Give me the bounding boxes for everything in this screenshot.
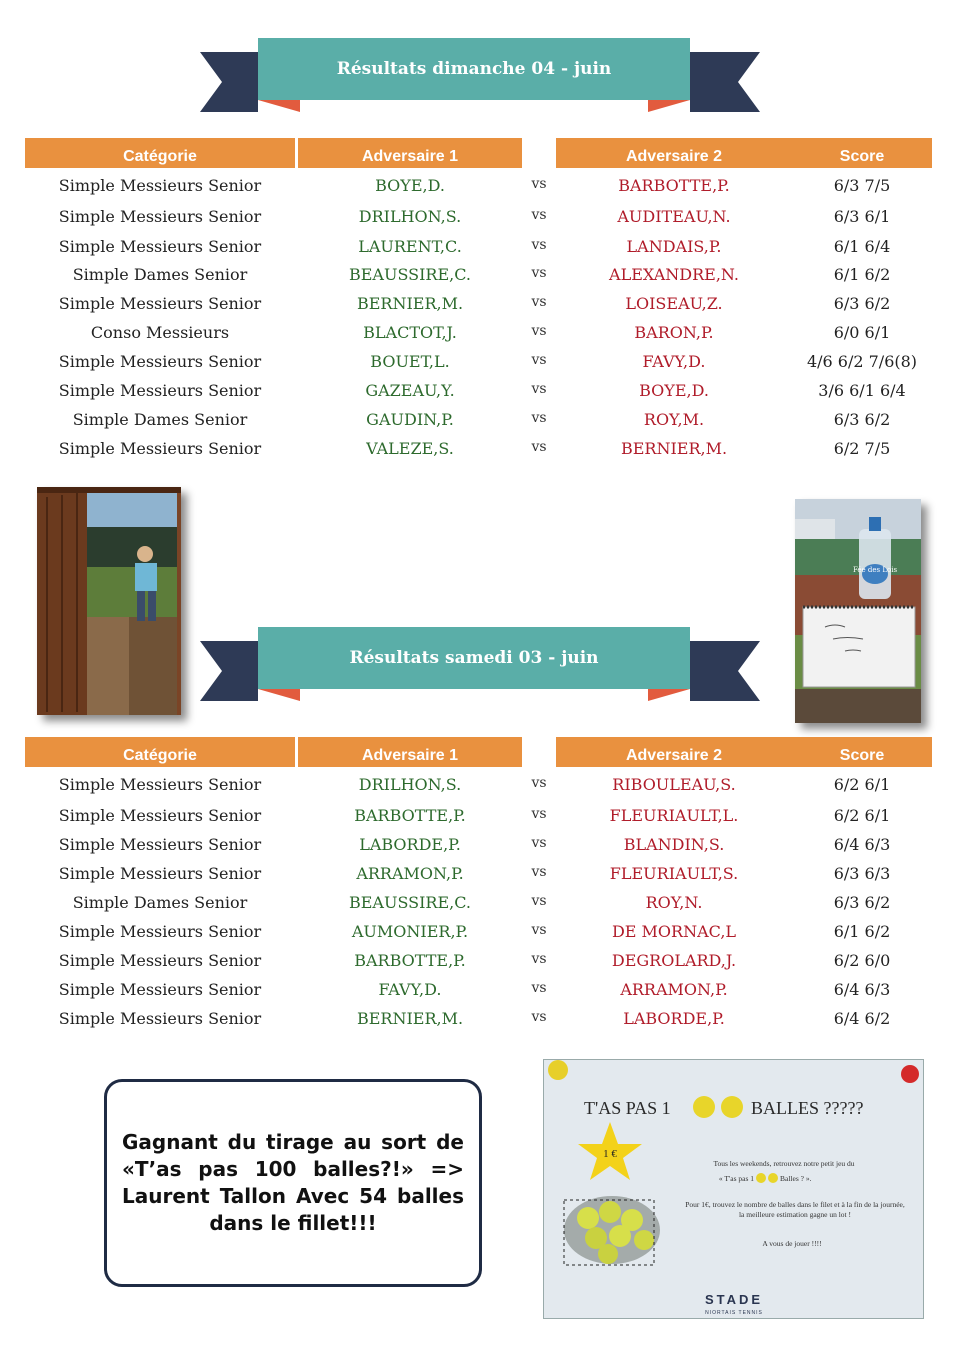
opponent1-cell: GAUDIN,P. (366, 410, 454, 429)
category-cell: Simple Messieurs Senior (58, 176, 262, 195)
opponent1-cell: FAVY,D. (378, 980, 442, 999)
vs-cell: vs (531, 265, 547, 281)
table-row (0, 176, 960, 205)
sunday-header-category: Catégorie (25, 138, 295, 168)
opponent1-cell: AUMONIER,P. (351, 922, 469, 941)
saturday-header-category: Catégorie (25, 737, 295, 767)
opponent2-cell: ALEXANDRE,N. (609, 265, 739, 284)
category-cell: Simple Messieurs Senior (58, 207, 262, 226)
category-cell: Simple Messieurs Senior (58, 381, 262, 400)
opponent1-cell: LAURENT,C. (358, 237, 462, 256)
table-row (0, 775, 960, 804)
poster-title-2: BALLES ????? (751, 1098, 864, 1118)
table-row (0, 951, 960, 980)
poster-price: 1 € (603, 1148, 617, 1160)
vs-cell: vs (531, 323, 547, 339)
category-cell: Simple Messieurs Senior (58, 1009, 262, 1028)
table-row (0, 207, 960, 236)
opponent1-cell: BEAUSSIRE,C. (348, 265, 471, 284)
opponent1-cell: LABORDE,P. (359, 835, 461, 854)
category-cell: Simple Messieurs Senior (58, 352, 262, 371)
table-row (0, 381, 960, 410)
category-cell: Simple Dames Senior (72, 893, 248, 912)
score-cell: 6/1 6/2 (833, 922, 891, 941)
saturday-title: Résultats samedi 03 - juin (349, 648, 599, 668)
category-cell: Simple Messieurs Senior (58, 237, 262, 256)
opponent2-cell: FLEURIAULT,L. (609, 806, 739, 825)
opponent2-cell: DE MORNAC,L (611, 922, 737, 941)
opponent2-cell: RIBOULEAU,S. (612, 775, 736, 794)
opponent2-cell: BERNIER,M. (620, 439, 728, 458)
score-cell: 6/1 6/4 (833, 237, 891, 256)
category-cell: Conso Messieurs (90, 323, 230, 342)
opponent1-cell: BLACTOT,J. (363, 323, 457, 342)
table-row (0, 806, 960, 835)
opponent1-cell: BARBOTTE,P. (354, 806, 466, 825)
score-cell: 6/1 6/2 (833, 265, 891, 284)
vs-cell: vs (531, 980, 547, 996)
opponent1-cell: BOYE,D. (375, 176, 445, 195)
score-cell: 6/3 6/2 (833, 893, 891, 912)
opponent2-cell: ARRAMON,P. (620, 980, 728, 999)
category-cell: Simple Messieurs Senior (58, 775, 262, 794)
opponent2-cell: BARBOTTE,P. (618, 176, 730, 195)
pin-icon (901, 1065, 919, 1083)
sunday-header-opponent2: Adversaire 2 (556, 138, 792, 168)
table-row (0, 439, 960, 468)
table-row (0, 294, 960, 323)
pin-icon (548, 1060, 568, 1080)
opponent2-cell: LABORDE,P. (623, 1009, 725, 1028)
score-cell: 6/3 6/3 (833, 864, 891, 883)
opponent1-cell: BOUET,L. (370, 352, 450, 371)
category-cell: Simple Messieurs Senior (58, 922, 262, 941)
score-cell: 6/2 7/5 (833, 439, 891, 458)
score-cell: 6/3 6/1 (833, 207, 891, 226)
vs-cell: vs (531, 381, 547, 397)
opponent2-cell: DEGROLARD,J. (611, 951, 737, 970)
category-cell: Simple Dames Senior (72, 265, 248, 284)
score-cell: 3/6 6/1 6/4 (818, 381, 906, 400)
score-cell: 6/3 6/2 (833, 294, 891, 313)
score-cell: 6/2 6/1 (833, 806, 891, 825)
score-cell: 6/4 6/3 (833, 980, 891, 999)
opponent1-cell: VALEZE,S. (366, 439, 454, 458)
category-cell: Simple Messieurs Senior (58, 806, 262, 825)
opponent1-cell: BERNIER,M. (356, 1009, 464, 1028)
opponent2-cell: BARON,P. (634, 323, 714, 342)
saturday-header-opponent2: Adversaire 2 (556, 737, 792, 767)
opponent1-cell: BEAUSSIRE,C. (348, 893, 471, 912)
opponent1-cell: DRILHON,S. (358, 775, 462, 794)
winner-text: Gagnant du tirage au sort de «T’as pas 100 balles?!» => Laurent Tallon Avec 54 balles dans le fillet!!! (122, 1130, 464, 1235)
score-cell: 6/4 6/3 (833, 835, 891, 854)
score-cell: 6/0 6/1 (833, 323, 891, 342)
vs-cell: vs (531, 835, 547, 851)
opponent2-cell: AUDITEAU,N. (617, 207, 731, 226)
vs-cell: vs (531, 922, 547, 938)
saturday-header-opponent1: Adversaire 1 (298, 737, 522, 767)
opponent2-cell: FLEURIAULT,S. (609, 864, 739, 883)
sunday-title: Résultats dimanche 04 - juin (336, 59, 612, 79)
category-cell: Simple Messieurs Senior (58, 951, 262, 970)
table-row (0, 835, 960, 864)
opponent2-cell: ROY,M. (643, 410, 705, 429)
vs-cell: vs (531, 207, 547, 223)
bottle-label: Fée des Lois (852, 566, 898, 574)
vs-cell: vs (531, 439, 547, 455)
vs-cell: vs (531, 864, 547, 880)
score-cell: 6/3 6/2 (833, 410, 891, 429)
vs-cell: vs (531, 352, 547, 368)
poster-photo (543, 1059, 924, 1319)
vs-cell: vs (531, 951, 547, 967)
score-cell: 6/4 6/2 (833, 1009, 891, 1028)
vs-cell: vs (531, 176, 547, 192)
vs-cell: vs (531, 237, 547, 253)
table-row (0, 980, 960, 1009)
sunday-banner (0, 38, 960, 148)
saturday-header-score: Score (792, 737, 932, 767)
poster-line2b: Balles ? ». (780, 1174, 812, 1183)
opponent1-cell: DRILHON,S. (358, 207, 462, 226)
opponent2-cell: FAVY,D. (642, 352, 706, 371)
vs-cell: vs (531, 775, 547, 791)
opponent1-cell: BERNIER,M. (356, 294, 464, 313)
opponent1-cell: BARBOTTE,P. (354, 951, 466, 970)
opponent1-cell: GAZEAU,Y. (365, 381, 455, 400)
table-row (0, 352, 960, 381)
category-cell: Simple Messieurs Senior (58, 864, 262, 883)
vs-cell: vs (531, 294, 547, 310)
opponent2-cell: BOYE,D. (639, 381, 709, 400)
category-cell: Simple Messieurs Senior (58, 439, 262, 458)
winner-box (104, 1079, 482, 1287)
table-row (0, 410, 960, 439)
score-cell: 6/2 6/1 (833, 775, 891, 794)
poster-brand: STADE (704, 1292, 764, 1307)
sunday-header-opponent1: Adversaire 1 (298, 138, 522, 168)
table-row (0, 864, 960, 893)
poster-brand-sub: NIORTAIS TENNIS (705, 1310, 763, 1316)
poster-line2a: « T'as pas 1 (718, 1174, 754, 1183)
table-row (0, 922, 960, 951)
score-cell: 4/6 6/2 7/6(8) (806, 352, 918, 371)
opponent2-cell: LANDAIS,P. (626, 237, 722, 256)
poster-line3: Pour 1€, trouvez le nombre de balles dans le filet et à la fin de la journée, la meilleure estimation gagne un lot ! (685, 1200, 905, 1219)
vs-cell: vs (531, 1009, 547, 1025)
vs-cell: vs (531, 410, 547, 426)
category-cell: Simple Dames Senior (72, 410, 248, 429)
saturday-banner (0, 627, 960, 737)
vs-cell: vs (531, 893, 547, 909)
opponent2-cell: LOISEAU,Z. (625, 294, 723, 313)
score-cell: 6/2 6/0 (833, 951, 891, 970)
sunday-header-score: Score (792, 138, 932, 168)
opponent1-cell: ARRAMON,P. (356, 864, 464, 883)
poster-line4: A vous de jouer !!!! (762, 1239, 822, 1248)
category-cell: Simple Messieurs Senior (58, 835, 262, 854)
table-row (0, 893, 960, 922)
opponent2-cell: ROY,N. (645, 893, 703, 912)
poster-line1: Tous les weekends, retrouvez notre petit jeu du (713, 1159, 855, 1168)
poster-title-1: T'AS PAS 1 (584, 1098, 671, 1118)
table-row (0, 323, 960, 352)
vs-cell: vs (531, 806, 547, 822)
table-row (0, 1009, 960, 1038)
score-cell: 6/3 7/5 (833, 176, 891, 195)
table-row (0, 237, 960, 266)
opponent2-cell: BLANDIN,S. (623, 835, 725, 854)
table-row (0, 265, 960, 294)
category-cell: Simple Messieurs Senior (58, 980, 262, 999)
poster-image (544, 1060, 924, 1319)
category-cell: Simple Messieurs Senior (58, 294, 262, 313)
